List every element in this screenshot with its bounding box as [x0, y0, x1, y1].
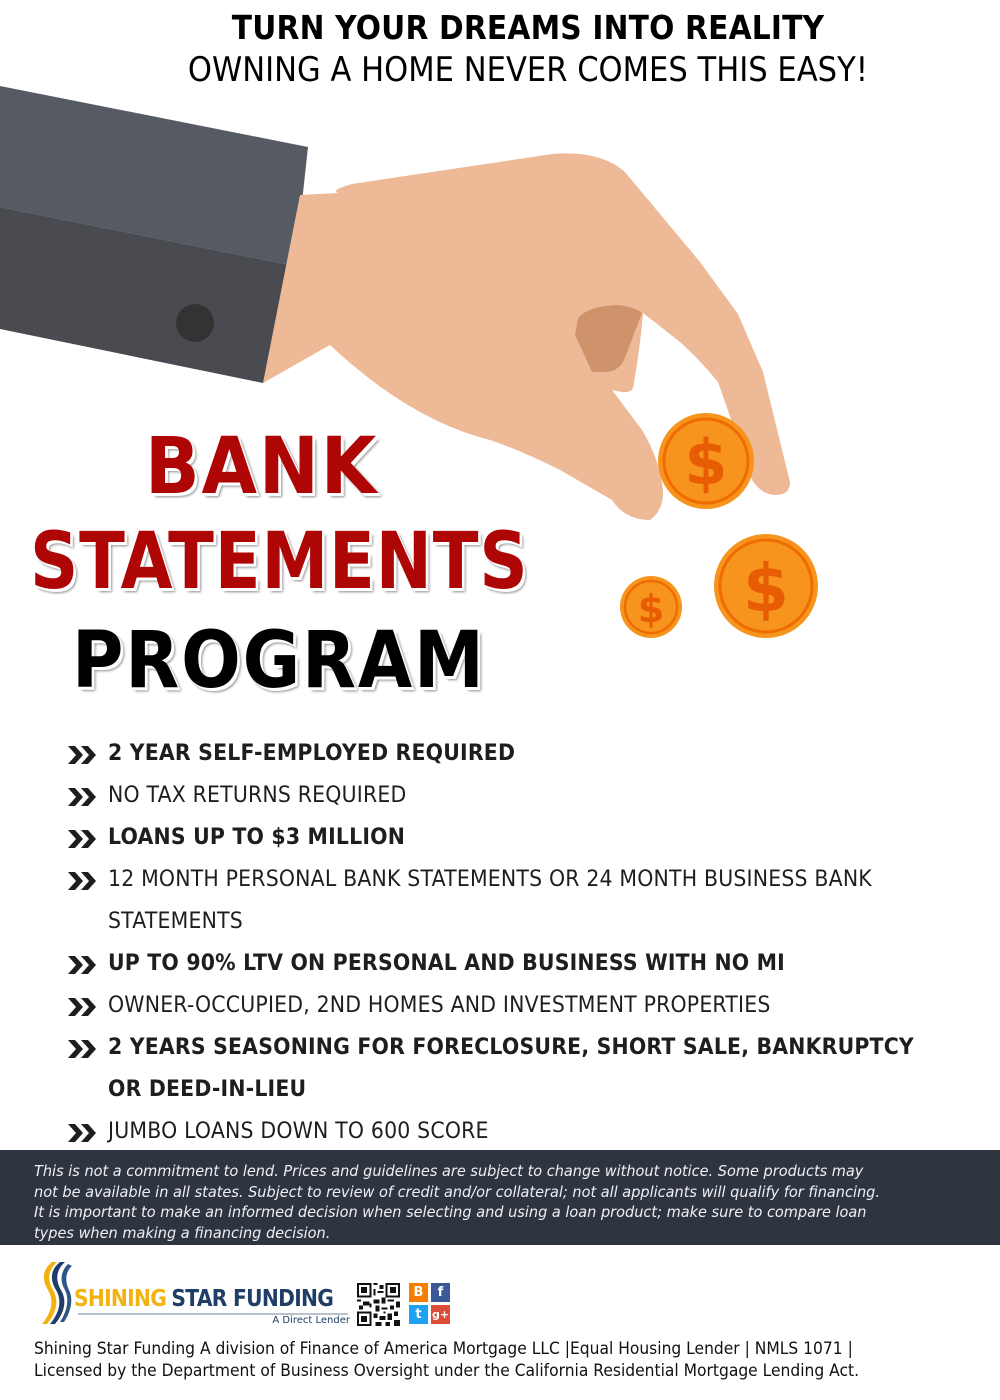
disclaimer-line: It is important to make an informed decision when selecting and using a loan product; make sure to compare loan	[34, 1203, 867, 1221]
coin-top	[658, 413, 754, 509]
feature-list	[68, 733, 968, 1153]
feature-text: NO TAX RETURNS REQUIRED	[108, 783, 407, 808]
feature-text: 2 YEARS SEASONING FOR FORECLOSURE, SHORT SALE, BANKRUPTCY OR DEED-IN-LIEU	[108, 1035, 914, 1102]
svg-text:$: $	[743, 550, 789, 627]
feature-item	[68, 943, 968, 985]
double-chevron-right-icon	[68, 956, 102, 974]
double-chevron-right-icon	[68, 998, 102, 1016]
feature-text: JUMBO LOANS DOWN TO 600 SCORE	[108, 1119, 489, 1144]
brand-logo[interactable]	[38, 1260, 358, 1326]
brand-tagline: A Direct Lender	[272, 1315, 350, 1326]
footer-line-1: Shining Star Funding A division of Finance of America Mortgage LLC |Equal Housing Lender | NMLS 1071 |	[34, 1339, 853, 1358]
feature-text: 12 MONTH PERSONAL BANK STATEMENTS OR 24 MONTH BUSINESS BANK STATEMENTS	[108, 867, 872, 934]
google-plus-icon[interactable]: g+	[431, 1305, 450, 1324]
disclaimer-line: This is not a commitment to lend. Prices and guidelines are subject to change without notice. Some products may	[34, 1162, 864, 1180]
title-program: PROGRAM	[72, 616, 486, 706]
feature-item	[68, 1111, 968, 1153]
double-chevron-right-icon	[68, 788, 102, 806]
title-bank: BANK	[145, 422, 379, 512]
legal-footer	[34, 1338, 936, 1382]
svg-text:$: $	[684, 426, 728, 499]
feature-item	[68, 985, 968, 1027]
subheadline: OWNING A HOME NEVER COMES THIS EASY!	[187, 50, 869, 90]
feature-text: 2 YEAR SELF-EMPLOYED REQUIRED	[108, 741, 516, 766]
svg-text:$: $	[637, 587, 665, 631]
ssf-swoosh-logo-icon	[38, 1260, 72, 1326]
feature-item	[68, 817, 968, 859]
disclaimer-text	[34, 1161, 979, 1243]
feature-text: LOANS UP TO $3 MILLION	[108, 825, 406, 850]
facebook-icon[interactable]: f	[431, 1283, 450, 1302]
twitter-icon[interactable]: t	[409, 1305, 428, 1324]
double-chevron-right-icon	[68, 1040, 102, 1058]
feature-item	[68, 859, 968, 943]
brand-name	[74, 1286, 333, 1312]
double-chevron-right-icon	[68, 746, 102, 764]
feature-item	[68, 775, 968, 817]
qr-code-icon[interactable]	[357, 1283, 400, 1326]
brand-name-part2: STAR FUNDING	[171, 1286, 334, 1312]
disclaimer-band	[0, 1150, 1000, 1245]
disclaimer-line: types when making a financing decision.	[34, 1223, 331, 1242]
coin-small	[620, 576, 682, 638]
title-statements: STATEMENTS	[30, 517, 529, 607]
coin-right	[714, 534, 818, 638]
footer-line-2: Licensed by the Department of Business Oversight under the California Residential Mortgage Lending Act.	[34, 1361, 860, 1380]
feature-text: OWNER-OCCUPIED, 2ND HOMES AND INVESTMENT PROPERTIES	[108, 993, 771, 1018]
social-icons	[409, 1283, 453, 1327]
brand-name-part1: SHINING	[74, 1286, 167, 1312]
double-chevron-right-icon	[68, 830, 102, 848]
cuff-button-icon	[176, 304, 214, 342]
headline: TURN YOUR DREAMS INTO REALITY	[231, 8, 825, 47]
feature-item	[68, 733, 968, 775]
feature-text: UP TO 90% LTV ON PERSONAL AND BUSINESS WITH NO MI	[108, 951, 785, 976]
double-chevron-right-icon	[68, 1124, 102, 1142]
sleeve-graphic	[0, 86, 308, 383]
disclaimer-line: not be available in all states. Subject to review of credit and/or collateral; not all applicants will qualify for financing.	[34, 1182, 880, 1201]
blogger-icon[interactable]: B	[409, 1283, 428, 1302]
feature-item	[68, 1027, 968, 1111]
double-chevron-right-icon	[68, 872, 102, 890]
